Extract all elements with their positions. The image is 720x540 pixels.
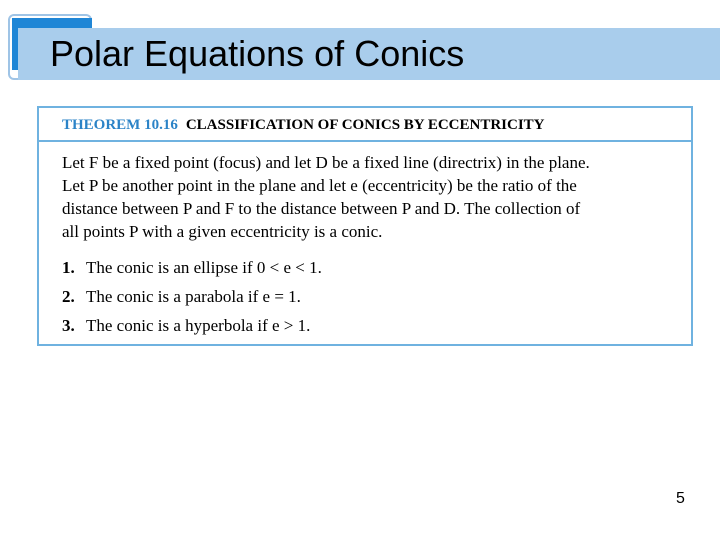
theorem-body <box>39 142 691 340</box>
list-item-number: 3. <box>62 316 75 335</box>
theorem-number: THEOREM 10.16 <box>62 117 178 133</box>
slide-title: Polar Equations of Conics <box>50 33 465 74</box>
conic-list <box>62 253 679 340</box>
list-item-text: The conic is an ellipse if 0 < e < 1. <box>86 258 322 277</box>
paragraph-line: all points P with a given eccentricity is a conic. <box>62 222 383 241</box>
paragraph-line: Let F be a fixed point (focus) and let D be a fixed line (directrix) in the plane. <box>62 153 590 172</box>
list-item-text: The conic is a hyperbola if e > 1. <box>86 316 311 335</box>
paragraph-line: distance between P and F to the distance between P and D. The collection of <box>62 199 581 218</box>
theorem-box <box>37 106 693 346</box>
theorem-heading: CLASSIFICATION OF CONICS BY ECCENTRICITY <box>185 117 545 133</box>
list-item-ellipse <box>62 253 679 282</box>
list-item-parabola <box>62 282 679 311</box>
page-number: 5 <box>676 490 685 507</box>
list-item-text: The conic is a parabola if e = 1. <box>86 287 301 306</box>
theorem-paragraph <box>62 151 679 243</box>
theorem-header <box>39 108 691 142</box>
list-item-number: 2. <box>62 287 75 306</box>
paragraph-line: Let P be another point in the plane and let e (eccentricity) be the ratio of the <box>62 176 577 195</box>
list-item-number: 1. <box>62 258 75 277</box>
list-item-hyperbola <box>62 311 679 340</box>
